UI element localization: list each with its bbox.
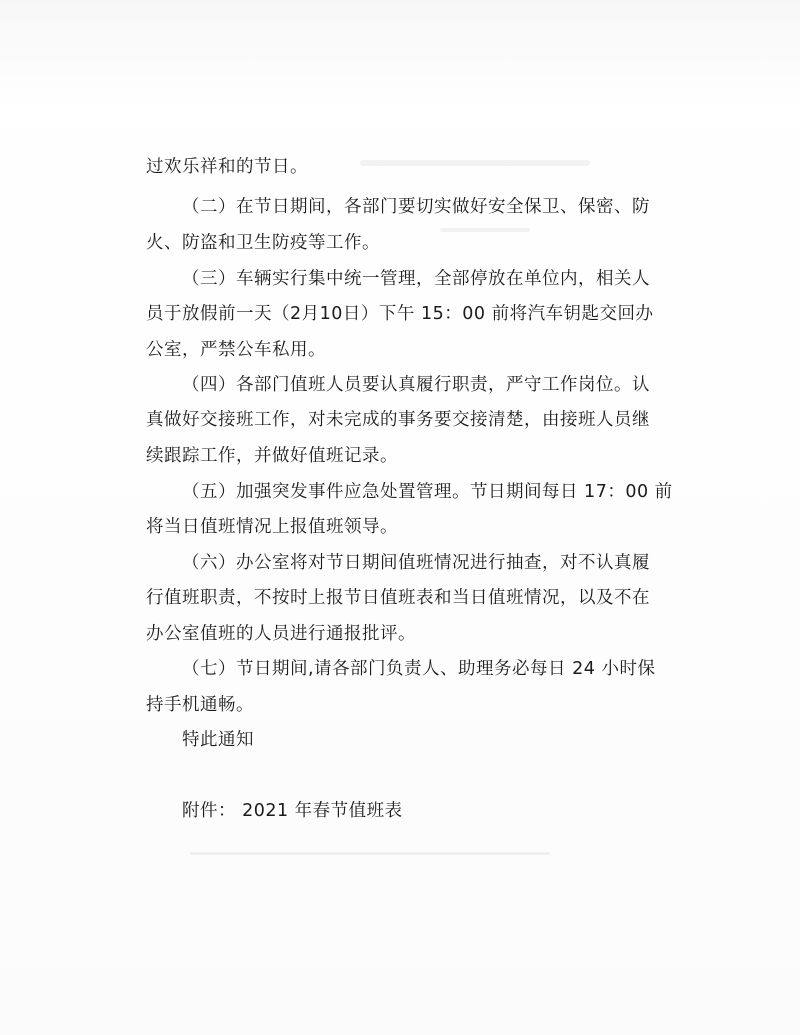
text-line: （六）办公室将对节日期间值班情况进行抽查，对不认真履 xyxy=(182,553,650,573)
text-line: 过欢乐祥和的节日。 xyxy=(146,157,308,177)
attachment-line: 附件： 2021 年春节值班表 xyxy=(182,801,403,821)
text-line: 火、防盗和卫生防疫等工作。 xyxy=(146,233,380,253)
text-line: （五）加强突发事件应急处置管理。节日期间每日 17：00 前 xyxy=(182,482,673,502)
scan-shadow xyxy=(0,0,800,110)
text-line: 持手机通畅。 xyxy=(146,695,254,715)
bleed-through-mark xyxy=(360,160,590,166)
bleed-through-mark xyxy=(440,228,530,232)
text-line: （七）节日期间,请各部门负责人、助理务必每日 24 小时保 xyxy=(182,659,656,679)
closing-line: 特此通知 xyxy=(182,730,254,750)
text-line: 员于放假前一天（2月10日）下午 15：00 前将汽车钥匙交回办 xyxy=(146,304,654,324)
text-line: （四）各部门值班人员要认真履行职责，严守工作岗位。认 xyxy=(182,375,650,395)
text-line: 将当日值班情况上报值班领导。 xyxy=(146,517,398,537)
text-line: 公室，严禁公车私用。 xyxy=(146,340,326,360)
text-line: 办公室值班的人员进行通报批评。 xyxy=(146,624,416,644)
text-line: 行值班职责，不按时上报节日值班表和当日值班情况，以及不在 xyxy=(146,588,650,608)
text-line: 真做好交接班工作，对未完成的事务要交接清楚，由接班人员继 xyxy=(146,410,650,430)
text-line: （三）车辆实行集中统一管理，全部停放在单位内，相关人 xyxy=(182,269,650,289)
bleed-through-mark xyxy=(190,852,550,855)
text-line: （二）在节日期间，各部门要切实做好安全保卫、保密、防 xyxy=(182,197,650,217)
text-line: 续跟踪工作，并做好值班记录。 xyxy=(146,446,398,466)
